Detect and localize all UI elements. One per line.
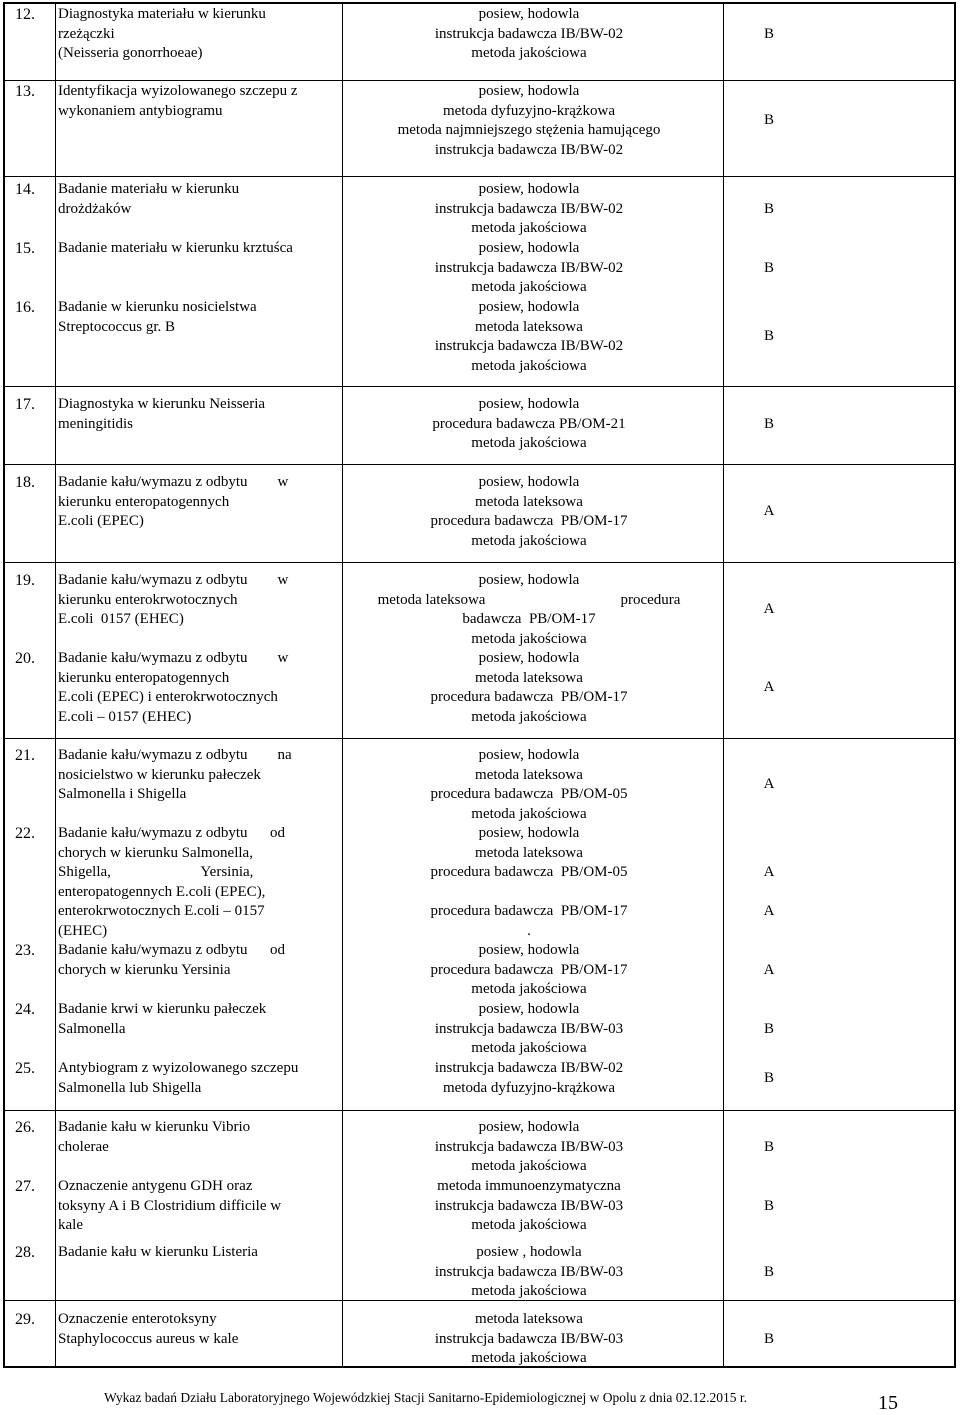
- test-description: [58, 1243, 330, 1263]
- method-line: instrukcja badawcza IB/BW-03: [434, 1197, 624, 1214]
- method-line: metoda lateksowa procedura: [377, 591, 681, 608]
- method-line: procedura badawcza PB/OM-17: [430, 689, 628, 705]
- test-method: [344, 473, 714, 551]
- method-line: posiew, hodowla: [478, 474, 580, 490]
- description-line: Badanie kału/wymazu z odbytu od: [58, 825, 286, 841]
- row-divider: [5, 738, 954, 739]
- method-line: metoda jakościowa: [471, 45, 587, 61]
- test-description: [58, 1310, 330, 1349]
- test-description: [58, 395, 330, 434]
- method-line: posiew, hodowla: [478, 299, 580, 315]
- method-line: metoda jakościowa: [471, 357, 587, 374]
- method-line: posiew, hodowla: [478, 650, 580, 666]
- method-line: metoda jakościowa: [471, 532, 587, 549]
- test-description: [58, 239, 330, 259]
- description-line: (EHEC): [58, 922, 108, 939]
- description-line: Badanie kału w kierunku Listeria: [58, 1244, 258, 1260]
- method-line: instrukcja badawcza IB/BW-02: [434, 1060, 624, 1076]
- description-line: rzeżączki: [58, 25, 115, 42]
- row-divider: [5, 176, 954, 177]
- test-method: [344, 1310, 714, 1369]
- description-line: Badanie kału/wymazu z odbytu w: [58, 572, 289, 588]
- method-line: .: [527, 922, 531, 939]
- method-line: procedura badawcza PB/OM-17: [430, 513, 628, 529]
- description-line: Staphylococcus aureus w kale: [58, 1330, 239, 1347]
- method-line: metoda lateksowa: [475, 669, 583, 686]
- method-line: procedura badawcza PB/OM-21: [432, 415, 626, 432]
- method-line: posiew, hodowla: [478, 1119, 580, 1135]
- description-line: chorych w kierunku Salmonella,: [58, 844, 253, 861]
- method-line: badawcza PB/OM-17: [462, 611, 596, 627]
- row-divider: [5, 464, 954, 465]
- test-description: [58, 1177, 330, 1236]
- description-line: Badanie materiału w kierunku krztuśca: [58, 240, 293, 256]
- description-line: E.coli (EPEC): [58, 513, 144, 529]
- test-description: [58, 571, 330, 630]
- method-line: metoda lateksowa: [475, 493, 583, 510]
- category-code: A: [763, 776, 775, 792]
- test-method: [344, 571, 714, 649]
- method-line: posiew, hodowla: [478, 825, 580, 841]
- method-line: procedura badawcza PB/OM-05: [430, 786, 628, 802]
- method-line: metoda jakościowa: [471, 1217, 587, 1233]
- description-line: cholerae: [58, 1138, 109, 1155]
- description-line: kale: [58, 1217, 83, 1233]
- description-line: Diagnostyka materiału w kierunku: [58, 6, 266, 22]
- method-line: metoda dyfuzyjno-krążkowa: [442, 102, 616, 119]
- description-line: toksyny A i B Clostridium difficile w: [58, 1197, 282, 1214]
- description-line: kierunku enteropatogennych: [58, 493, 230, 510]
- method-line: procedura badawcza PB/OM-17: [430, 961, 628, 978]
- method-line: [344, 883, 714, 903]
- method-line: metoda jakościowa: [471, 708, 587, 725]
- description-line: Antybiogram z wyizolowanego szczepu: [58, 1060, 299, 1076]
- category-code: A: [763, 962, 775, 978]
- row-number: 27.: [15, 1178, 35, 1195]
- test-method: [344, 1000, 714, 1059]
- description-line: Badanie krwi w kierunku pałeczek: [58, 1001, 267, 1017]
- row-number: 13.: [15, 83, 35, 100]
- method-line: instrukcja badawcza IB/BW-02: [434, 141, 624, 158]
- method-line: metoda immunoenzymatyczna: [437, 1178, 621, 1194]
- category-code: B: [763, 328, 774, 344]
- method-line: metoda jakościowa: [471, 220, 587, 236]
- category-code: B: [763, 1139, 774, 1155]
- method-line: metoda jakościowa: [471, 1350, 587, 1366]
- test-description: [58, 1000, 330, 1039]
- description-line: Badanie w kierunku nosicielstwa: [58, 299, 257, 315]
- row-number: 14.: [15, 181, 35, 198]
- method-line: metoda jakościowa: [471, 279, 587, 295]
- category-code: A: [763, 601, 775, 617]
- method-line: instrukcja badawcza IB/BW-03: [434, 1138, 624, 1155]
- row-number: 21.: [15, 747, 35, 764]
- test-description: [58, 82, 330, 121]
- category-code: B: [763, 1070, 774, 1086]
- method-line: metoda jakościowa: [471, 1158, 587, 1174]
- row-number: 29.: [15, 1311, 35, 1328]
- method-line: instrukcja badawcza IB/BW-02: [434, 338, 624, 354]
- test-method: [344, 5, 714, 64]
- test-method: [344, 824, 714, 941]
- footer-text: Wykaz badań Działu Laboratoryjnego Wojewódzkiej Stacji Sanitarno-Epidemiologicznej w Opolu z dnia 02.12.2015 r.: [104, 1390, 748, 1405]
- test-method: [344, 298, 714, 376]
- category-code: B: [763, 1331, 774, 1347]
- method-line: instrukcja badawcza IB/BW-03: [434, 1263, 624, 1280]
- method-line: procedura badawcza PB/OM-05: [430, 864, 628, 880]
- method-line: instrukcja badawcza IB/BW-03: [434, 1020, 624, 1037]
- column-divider: [723, 4, 724, 1366]
- row-number: 24.: [15, 1001, 35, 1018]
- row-divider: [5, 1110, 954, 1111]
- category-code: B: [763, 1021, 774, 1037]
- row-number: 22.: [15, 825, 35, 842]
- description-line: kierunku enteropatogennych: [58, 669, 230, 686]
- category-code: B: [763, 201, 774, 217]
- description-line: Badanie kału/wymazu z odbytu w: [58, 650, 289, 666]
- row-number: 12.: [15, 6, 35, 23]
- row-number: 23.: [15, 942, 35, 959]
- row-number: 18.: [15, 474, 35, 491]
- row-number: 15.: [15, 240, 35, 257]
- column-divider: [55, 4, 56, 1366]
- method-line: posiew, hodowla: [478, 942, 580, 958]
- category-code: A: [763, 679, 775, 695]
- category-code: B: [763, 1198, 774, 1214]
- description-line: E.coli (EPEC) i enterokrwotocznych: [58, 689, 278, 705]
- category-code: B: [763, 112, 774, 128]
- description-line: Streptococcus gr. B: [58, 318, 176, 335]
- category-code: B: [763, 260, 774, 276]
- method-line: posiew , hodowla: [476, 1244, 582, 1260]
- method-line: posiew, hodowla: [478, 747, 580, 763]
- method-line: instrukcja badawcza IB/BW-03: [434, 1330, 624, 1347]
- description-line: Diagnostyka w kierunku Neisseria: [58, 396, 266, 412]
- method-line: instrukcja badawcza IB/BW-02: [434, 200, 624, 217]
- row-divider: [5, 562, 954, 563]
- method-line: posiew, hodowla: [478, 181, 580, 197]
- method-line: metoda jakościowa: [471, 805, 587, 822]
- row-number: 25.: [15, 1060, 35, 1077]
- description-line: Oznaczenie enterotoksyny: [58, 1311, 217, 1327]
- test-method: [344, 82, 714, 160]
- description-line: E.coli 0157 (EHEC): [58, 611, 184, 627]
- test-method: [344, 395, 714, 454]
- method-line: metoda dyfuzyjno-krążkowa: [442, 1079, 616, 1096]
- description-line: kierunku enterokrwotocznych: [58, 591, 238, 608]
- category-code: B: [763, 26, 774, 42]
- test-method: [344, 180, 714, 239]
- row-divider: [5, 80, 954, 81]
- row-number: 16.: [15, 299, 35, 316]
- method-line: instrukcja badawcza IB/BW-02: [434, 25, 624, 42]
- row-divider: [5, 386, 954, 387]
- method-line: metoda jakościowa: [471, 435, 587, 451]
- description-line: drożdżaków: [58, 200, 132, 217]
- method-line: posiew, hodowla: [478, 6, 580, 22]
- method-line: metoda lateksowa: [475, 766, 583, 783]
- test-description: [58, 298, 330, 337]
- category-code: A: [763, 503, 775, 519]
- test-method: [344, 941, 714, 1000]
- row-number: 28.: [15, 1244, 35, 1261]
- description-line: Badanie kału/wymazu z odbytu od: [58, 942, 286, 958]
- test-description: [58, 746, 330, 805]
- category-code: A: [763, 903, 775, 919]
- page-number: 15: [878, 1392, 898, 1414]
- description-line: Salmonella i Shigella: [58, 786, 187, 802]
- test-description: [58, 5, 330, 64]
- description-line: Salmonella lub Shigella: [58, 1079, 202, 1096]
- test-method: [344, 1118, 714, 1177]
- method-line: posiew, hodowla: [478, 396, 580, 412]
- test-description: [58, 941, 330, 980]
- description-line: enteropatogennych E.coli (EPEC),: [58, 883, 266, 900]
- test-description: [58, 180, 330, 219]
- description-line: Salmonella: [58, 1020, 126, 1037]
- method-line: posiew, hodowla: [478, 83, 580, 99]
- category-code: B: [763, 1264, 774, 1280]
- row-number: 26.: [15, 1119, 35, 1136]
- test-method: [344, 1243, 714, 1302]
- description-line: Badanie kału/wymazu z odbytu na: [58, 747, 292, 763]
- method-line: instrukcja badawcza IB/BW-02: [434, 259, 624, 276]
- method-line: metoda jakościowa: [471, 1040, 587, 1056]
- row-number: 17.: [15, 396, 35, 413]
- category-code: B: [763, 416, 774, 432]
- category-code: A: [763, 864, 775, 880]
- description-line: chorych w kierunku Yersinia: [58, 961, 231, 978]
- row-number: 20.: [15, 650, 35, 667]
- method-line: metoda jakościowa: [471, 981, 587, 997]
- method-line: posiew, hodowla: [478, 240, 580, 256]
- description-line: Identyfikacja wyizolowanego szczepu z: [58, 83, 298, 99]
- row-number: 19.: [15, 572, 35, 589]
- description-line: Badanie kału w kierunku Vibrio: [58, 1119, 251, 1135]
- test-description: [58, 649, 330, 727]
- description-line: meningitidis: [58, 415, 133, 432]
- test-description: [58, 1118, 330, 1157]
- method-line: metoda lateksowa: [475, 318, 583, 335]
- method-line: metoda lateksowa: [475, 1311, 583, 1327]
- column-divider: [342, 4, 343, 1366]
- test-method: [344, 239, 714, 298]
- description-line: Shigella, Yersinia,: [58, 864, 254, 880]
- method-line: procedura badawcza PB/OM-17: [430, 903, 628, 919]
- test-method: [344, 1059, 714, 1098]
- description-line: enterokrwotocznych E.coli – 0157: [58, 903, 265, 919]
- description-line: E.coli – 0157 (EHEC): [58, 708, 192, 725]
- test-description: [58, 1059, 330, 1098]
- test-description: [58, 824, 330, 941]
- description-line: Oznaczenie antygenu GDH oraz: [58, 1178, 253, 1194]
- test-description: [58, 473, 330, 532]
- method-line: posiew, hodowla: [478, 1001, 580, 1017]
- test-method: [344, 746, 714, 824]
- test-method: [344, 649, 714, 727]
- description-line: Badanie kału/wymazu z odbytu w: [58, 474, 289, 490]
- test-method: [344, 1177, 714, 1236]
- method-line: metoda lateksowa: [475, 844, 583, 861]
- description-line: (Neisseria gonorrhoeae): [58, 45, 203, 61]
- description-line: Badanie materiału w kierunku: [58, 181, 240, 197]
- method-line: metoda jakościowa: [471, 1283, 587, 1299]
- description-line: wykonaniem antybiogramu: [58, 102, 223, 119]
- method-line: posiew, hodowla: [478, 572, 580, 588]
- method-line: metoda jakościowa: [471, 630, 587, 647]
- description-line: nosicielstwo w kierunku pałeczek: [58, 766, 261, 783]
- method-line: metoda najmniejszego stężenia hamującego: [397, 122, 661, 138]
